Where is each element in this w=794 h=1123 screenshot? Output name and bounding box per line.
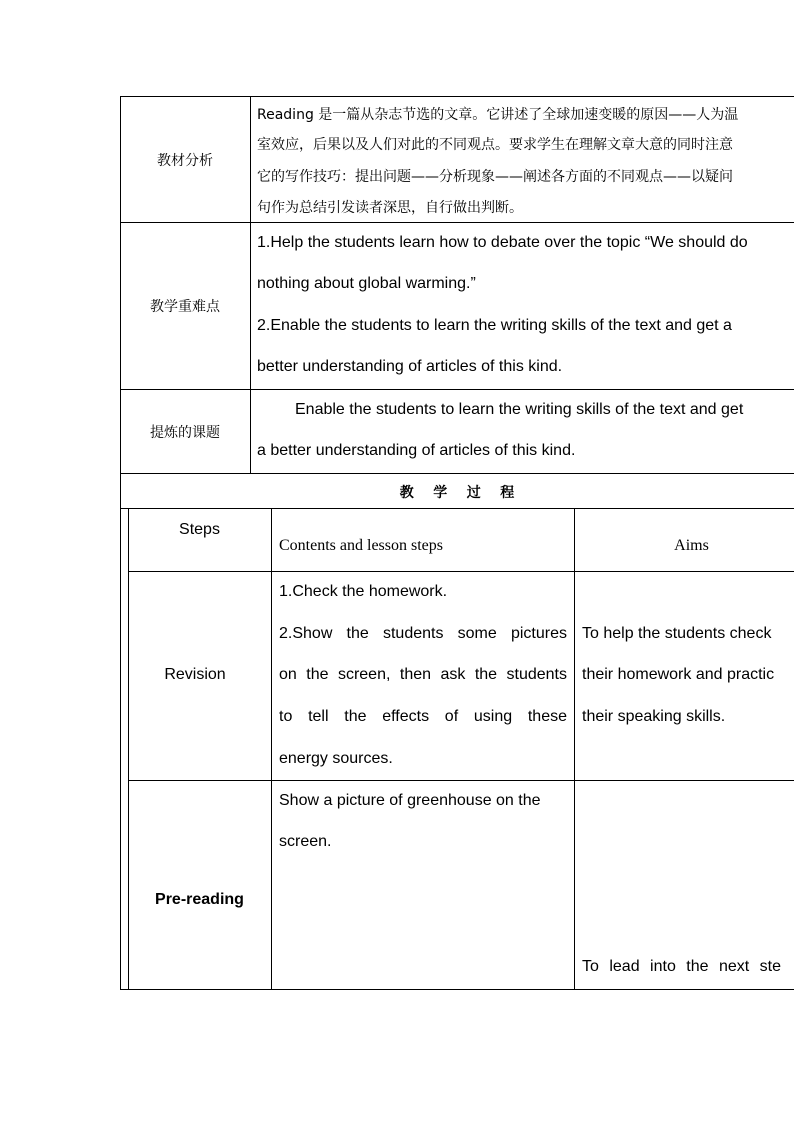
- topic-label: 提炼的课题: [150, 425, 220, 441]
- revision-content-line: to tell the effects of using these: [279, 708, 567, 725]
- revision-aim-line: their speaking skills.: [582, 708, 726, 725]
- inner-row-divider: [128, 780, 794, 781]
- table-left-border: [120, 96, 121, 990]
- process-title: 教 学 过 程: [399, 485, 515, 501]
- row-divider: [120, 508, 794, 509]
- inner-row-divider: [128, 571, 794, 572]
- focus-line: 1.Help the students learn how to debate over the topic “We should do: [257, 234, 748, 251]
- revision-content-line: 2.Show the students some pictures: [279, 625, 567, 642]
- analysis-line: 室效应，后果以及人们对此的不同观点。要求学生在理解文章大意的同时注意: [257, 137, 733, 153]
- prereading-content-line: screen.: [279, 833, 332, 850]
- prereading-aim-line: To lead into the next ste: [582, 958, 781, 975]
- revision-aim-line: their homework and practic: [582, 666, 775, 683]
- contents-column-divider: [574, 508, 575, 989]
- analysis-line: 它的写作技巧：提出问题——分析现象——阐述各方面的不同观点——以疑问: [257, 169, 733, 185]
- focus-line: nothing about global warming.”: [257, 275, 476, 292]
- row-divider: [120, 473, 794, 474]
- inner-table-left-border: [128, 508, 129, 989]
- focus-label: 教学重难点: [150, 299, 220, 315]
- revision-aim-line: To help the students check: [582, 625, 772, 642]
- prereading-step: Pre-reading: [155, 891, 244, 908]
- contents-header: Contents and lesson steps: [279, 537, 443, 554]
- analysis-line: 句作为总结引发读者深思，自行做出判断。: [257, 200, 523, 216]
- steps-header: Steps: [179, 521, 220, 538]
- focus-line: 2.Enable the students to learn the writing skills of the text and get a: [257, 317, 732, 334]
- table-top-border: [120, 96, 794, 97]
- topic-line: a better understanding of articles of this kind.: [257, 442, 576, 459]
- revision-content-line: on the screen, then ask the students: [279, 666, 567, 683]
- row-divider: [120, 389, 794, 390]
- analysis-line: Reading 是一篇从杂志节选的文章。它讲述了全球加速变暖的原因——人为温: [257, 107, 739, 123]
- revision-step: Revision: [164, 666, 226, 683]
- focus-line: better understanding of articles of this kind.: [257, 358, 563, 375]
- table-bottom-border: [120, 989, 794, 990]
- aims-header: Aims: [674, 537, 709, 554]
- revision-content-line: 1.Check the homework.: [279, 583, 448, 600]
- row-divider: [120, 222, 794, 223]
- analysis-label: 教材分析: [157, 153, 213, 169]
- revision-content-line: energy sources.: [279, 750, 393, 767]
- label-column-divider: [250, 96, 251, 473]
- prereading-content-line: Show a picture of greenhouse on the: [279, 792, 541, 809]
- topic-line: Enable the students to learn the writing skills of the text and get: [295, 401, 744, 418]
- steps-column-divider: [271, 508, 272, 989]
